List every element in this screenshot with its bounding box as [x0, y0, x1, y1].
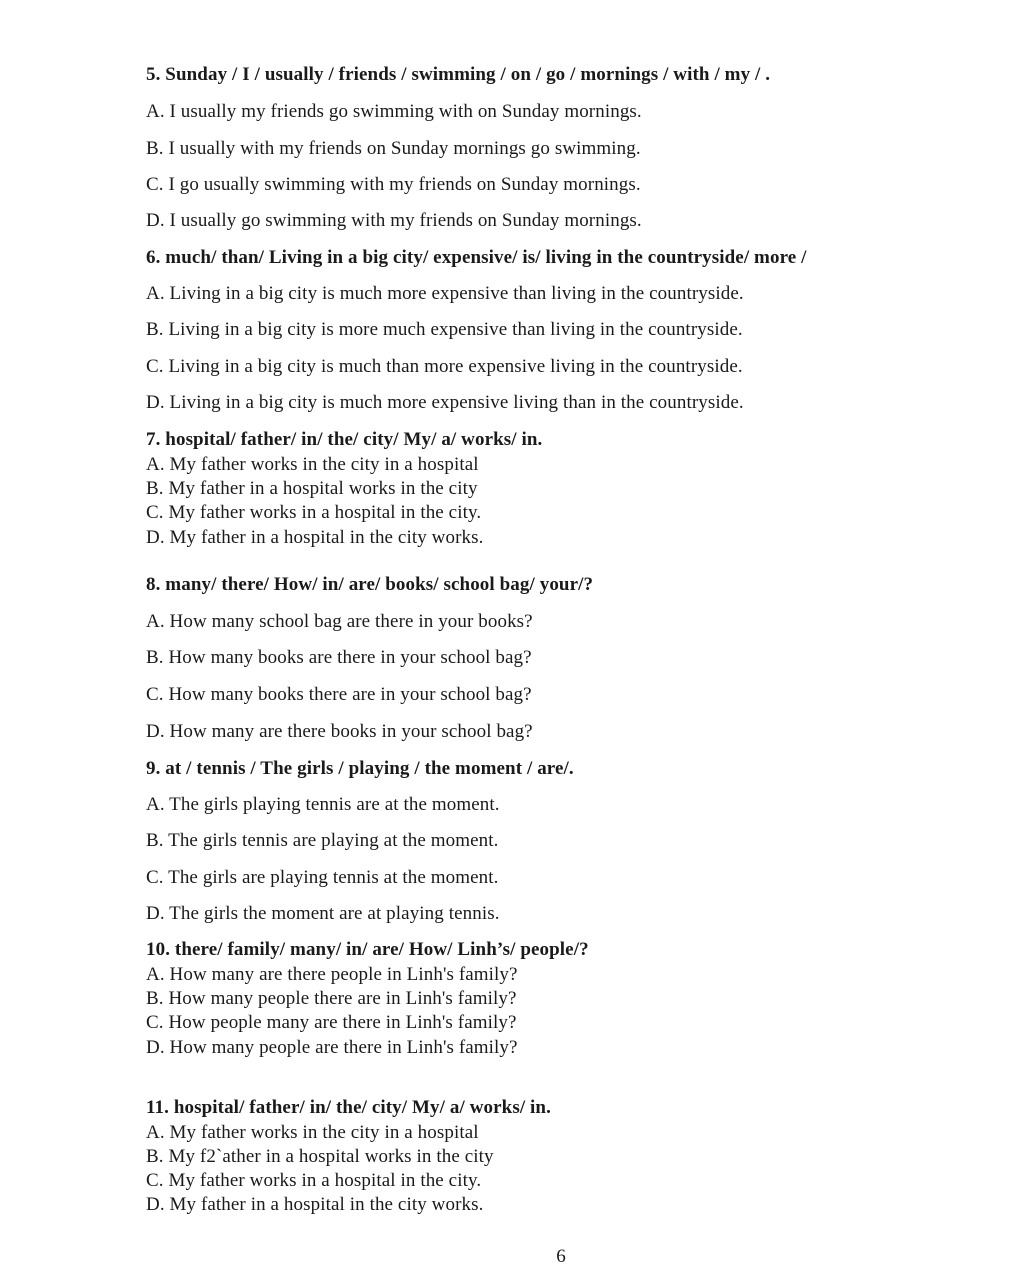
page-number: 6: [556, 1246, 566, 1267]
question-9-option-a: A. The girls playing tennis are at the moment.: [146, 794, 500, 815]
question-7-option-b: B. My father in a hospital works in the city: [146, 478, 478, 499]
question-11-option-b: B. My f2`ather in a hospital works in the city: [146, 1146, 494, 1167]
question-9-option-b: B. The girls tennis are playing at the moment.: [146, 830, 499, 851]
question-5-option-a: A. I usually my friends go swimming with on Sunday mornings.: [146, 101, 642, 122]
question-11-option-a: A. My father works in the city in a hospital: [146, 1122, 479, 1143]
question-10-option-c: C. How people many are there in Linh's family?: [146, 1012, 517, 1033]
question-11-option-c: C. My father works in a hospital in the city.: [146, 1170, 482, 1191]
question-11-prompt: 11. hospital/ father/ in/ the/ city/ My/ a/ works/ in.: [146, 1097, 551, 1118]
question-9-option-c: C. The girls are playing tennis at the moment.: [146, 867, 499, 888]
question-10-option-d: D. How many people are there in Linh's family?: [146, 1037, 518, 1058]
question-7-prompt: 7. hospital/ father/ in/ the/ city/ My/ a/ works/ in.: [146, 429, 543, 450]
question-8-option-c: C. How many books there are in your school bag?: [146, 684, 532, 705]
question-6-option-d: D. Living in a big city is much more expensive living than in the countryside.: [146, 392, 744, 413]
question-8-option-d: D. How many are there books in your school bag?: [146, 721, 533, 742]
question-10-option-a: A. How many are there people in Linh's family?: [146, 964, 518, 985]
question-10-prompt: 10. there/ family/ many/ in/ are/ How/ Linh’s/ people/?: [146, 939, 589, 960]
question-8-option-a: A. How many school bag are there in your books?: [146, 611, 533, 632]
question-6-option-b: B. Living in a big city is more much expensive than living in the countryside.: [146, 319, 743, 340]
question-5-prompt: 5. Sunday / I / usually / friends / swimming / on / go / mornings / with / my / .: [146, 64, 771, 85]
question-7-option-c: C. My father works in a hospital in the city.: [146, 502, 482, 523]
question-6-option-c: C. Living in a big city is much than more expensive living in the countryside.: [146, 356, 743, 377]
question-11-option-d: D. My father in a hospital in the city works.: [146, 1194, 484, 1215]
question-8-prompt: 8. many/ there/ How/ in/ are/ books/ school bag/ your/?: [146, 574, 594, 595]
question-6-prompt: 6. much/ than/ Living in a big city/ expensive/ is/ living in the countryside/ more /: [146, 247, 807, 268]
question-5-option-b: B. I usually with my friends on Sunday mornings go swimming.: [146, 138, 641, 159]
question-9-option-d: D. The girls the moment are at playing tennis.: [146, 903, 500, 924]
question-5-option-d: D. I usually go swimming with my friends on Sunday mornings.: [146, 210, 642, 231]
question-9-prompt: 9. at / tennis / The girls / playing / the moment / are/.: [146, 758, 574, 779]
question-7-option-a: A. My father works in the city in a hospital: [146, 454, 479, 475]
question-5-option-c: C. I go usually swimming with my friends on Sunday mornings.: [146, 174, 641, 195]
question-8-option-b: B. How many books are there in your school bag?: [146, 647, 532, 668]
question-7-option-d: D. My father in a hospital in the city works.: [146, 527, 484, 548]
question-10-option-b: B. How many people there are in Linh's family?: [146, 988, 517, 1009]
question-6-option-a: A. Living in a big city is much more expensive than living in the countryside.: [146, 283, 744, 304]
